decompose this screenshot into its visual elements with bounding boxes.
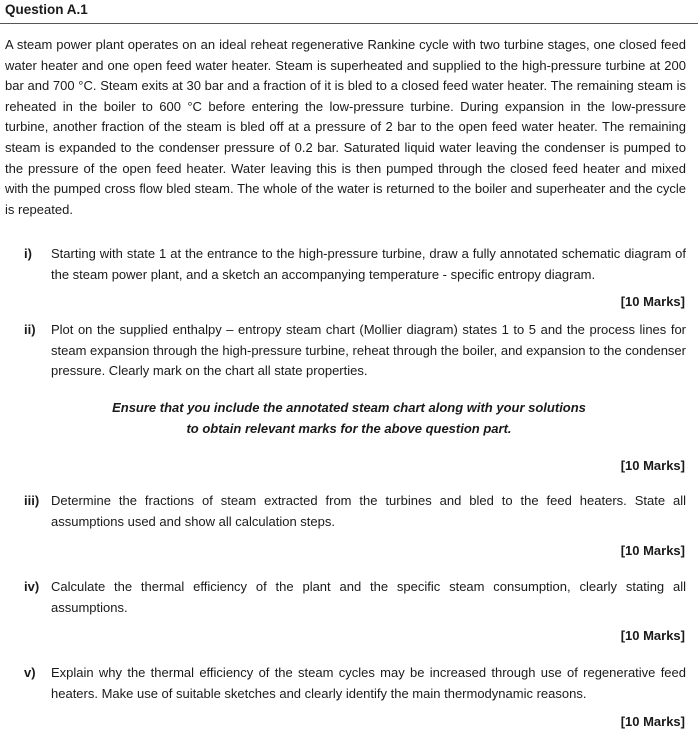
part-iv: [24, 577, 686, 618]
part-v-marks: [10 Marks]: [620, 714, 685, 729]
part-iii-text: Determine the fractions of steam extracted from the turbines and bled to the feed heaters. State all assumptions used and show all calculation steps.: [51, 493, 686, 529]
part-v-text: Explain why the thermal efficiency of the steam cycles may be increased through use of regenerative feed heaters. Make use of suitable sketches and clearly identify the main thermodynamic reasons.: [51, 665, 686, 701]
problem-statement: A steam power plant operates on an ideal reheat regenerative Rankine cycle with two turbine stages, one closed feed water heater and one open feed water heater. Steam is superheated and supplied to the high-pressure turbine at 200 bar and 700 °C. Steam exits at 30 bar and a fraction of it is bled to a closed feed water heater. The remaining steam is reheated in the boiler to 600 °C before entering the low-pressure turbine. During expansion in the low-pressure turbine, another fraction of the steam is bled off at a pressure of 2 bar to the open feed water heater. The remaining steam is expanded to the condenser pressure of 0.2 bar. Saturated liquid water leaving the condenser is pumped to the pressure of the open feed heater. Water leaving this is then pumped through the closed feed heater and mixed with the pumped cross flow bled steam. The whole of the water is returned to the boiler and superheater and the cycle is repeated.: [5, 37, 686, 217]
part-ii-note-line-2: to obtain relevant marks for the above question part.: [186, 421, 512, 436]
part-iv-text: Calculate the thermal efficiency of the plant and the specific steam consumption, clearly stating all assumptions.: [51, 579, 686, 615]
heading-divider: [0, 23, 698, 24]
part-ii-number: ii): [24, 322, 36, 337]
part-i-number: i): [24, 246, 32, 261]
question-heading: Question A.1: [5, 2, 88, 17]
part-ii: [24, 320, 686, 382]
part-v-number: v): [24, 665, 36, 680]
part-i: [24, 244, 686, 285]
part-i-marks: [10 Marks]: [620, 294, 685, 309]
part-iii-number: iii): [24, 493, 40, 508]
part-iv-marks: [10 Marks]: [620, 628, 685, 643]
part-i-text: Starting with state 1 at the entrance to the high-pressure turbine, draw a fully annotated schematic diagram of the steam power plant, and a sketch an accompanying temperature - specific entropy diagram.: [51, 246, 686, 282]
part-iii: [24, 491, 686, 532]
part-iii-marks: [10 Marks]: [620, 543, 685, 558]
part-iv-number: iv): [24, 579, 40, 594]
part-v: [24, 663, 686, 704]
part-ii-note-line-1: Ensure that you include the annotated steam chart along with your solutions: [112, 400, 586, 415]
part-ii-text: Plot on the supplied enthalpy – entropy steam chart (Mollier diagram) states 1 to 5 and the process lines for steam expansion through the high-pressure turbine, reheat through the boiler, and expansion to the condenser pressure. Clearly mark on the chart all state properties.: [51, 322, 686, 379]
part-ii-marks: [10 Marks]: [620, 458, 685, 473]
